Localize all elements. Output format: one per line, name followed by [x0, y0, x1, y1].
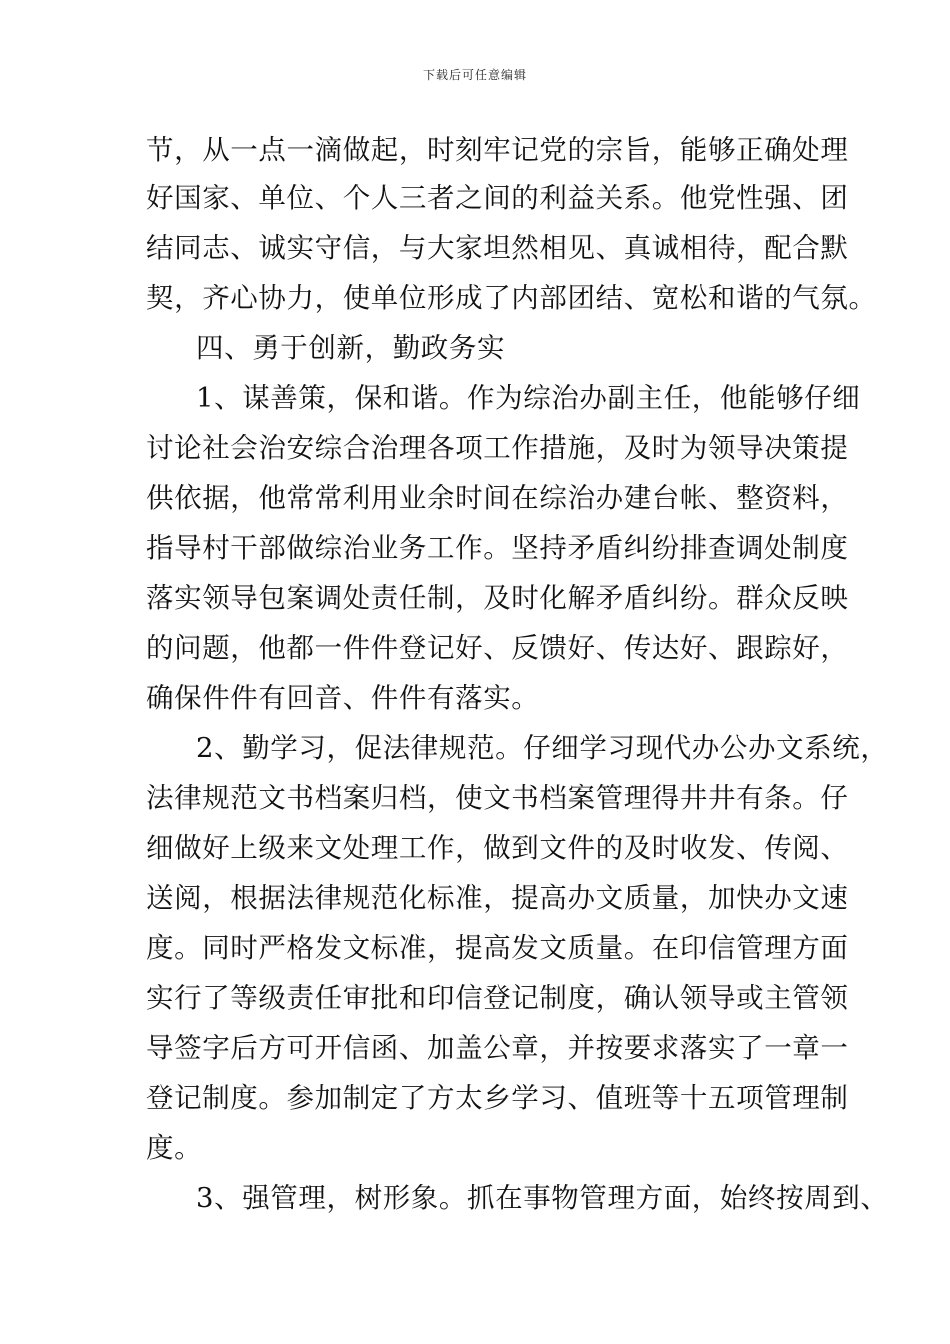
- text-line: 1、谋善策，保和谐。作为综治办副主任，他能够仔细: [196, 382, 861, 414]
- text-line: 讨论社会治安综合治理各项工作措施，及时为领导决策提: [146, 432, 849, 464]
- text-line: 度。同时严格发文标准，提高发文质量。在印信管理方面: [146, 932, 849, 964]
- text-line: 结同志、诚实守信，与大家坦然相见、真诚相待，配合默: [146, 232, 849, 264]
- text-line: 2、勤学习，促法律规范。仔细学习现代办公办文系统，: [196, 732, 889, 764]
- text-line: 细做好上级来文处理工作，做到文件的及时收发、传阅、: [146, 832, 849, 864]
- text-line: 节，从一点一滴做起，时刻牢记党的宗旨，能够正确处理: [146, 134, 849, 166]
- page-header: 下载后可任意编辑: [422, 68, 527, 82]
- text-line: 好国家、单位、个人三者之间的利益关系。他党性强、团: [146, 182, 849, 214]
- text-line: 指导村干部做综治业务工作。坚持矛盾纠纷排查调处制度: [146, 532, 849, 564]
- text-line: 确保件件有回音、件件有落实。: [146, 682, 540, 714]
- text-line: 实行了等级责任审批和印信登记制度，确认领导或主管领: [146, 982, 849, 1014]
- text-line: 契，齐心协力，使单位形成了内部团结、宽松和谐的气氛。: [146, 282, 877, 314]
- text-line: 的问题，他都一件件登记好、反馈好、传达好、跟踪好，: [146, 632, 849, 664]
- text-line: 法律规范文书档案归档，使文书档案管理得井井有条。仔: [146, 782, 849, 814]
- text-line: 供依据，他常常利用业余时间在综治办建台帐、整资料，: [146, 482, 849, 514]
- text-line: 3、强管理，树形象。抓在事物管理方面，始终按周到、: [196, 1182, 889, 1214]
- text-line: 度。: [146, 1132, 203, 1164]
- text-line: 登记制度。参加制定了方太乡学习、值班等十五项管理制: [146, 1082, 849, 1114]
- text-line: 送阅，根据法律规范化标准，提高办文质量，加快办文速: [146, 882, 849, 914]
- text-line: 落实领导包案调处责任制，及时化解矛盾纠纷。群众反映: [146, 582, 849, 614]
- text-line: 导签字后方可开信函、加盖公章，并按要求落实了一章一: [146, 1032, 849, 1064]
- section-heading: 四、勇于创新，勤政务实: [196, 332, 506, 364]
